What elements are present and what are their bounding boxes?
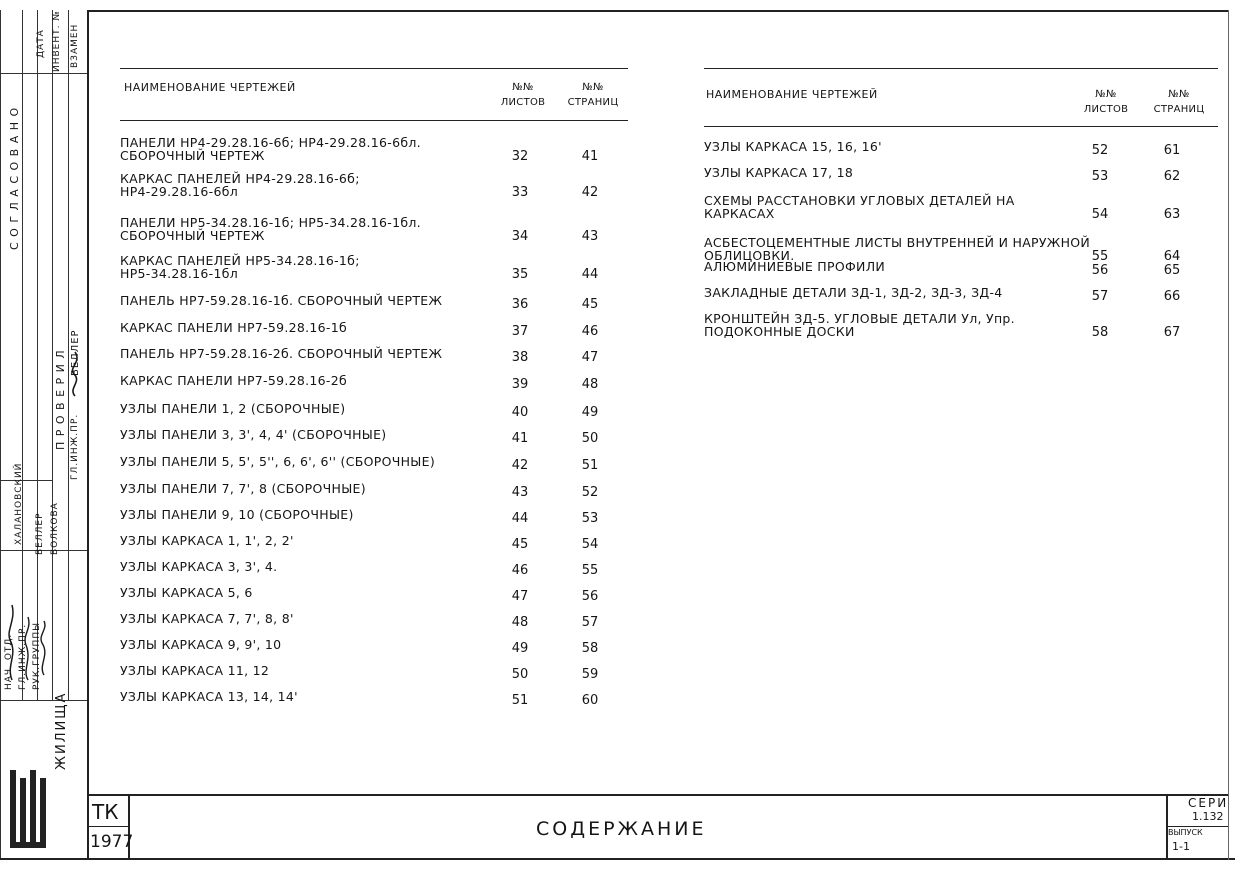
- contents-row: [120, 612, 680, 634]
- contents-row: [120, 690, 680, 712]
- contents-row: [120, 402, 680, 424]
- sheet-number: 33: [511, 185, 529, 200]
- tk-label: ТК: [92, 800, 119, 824]
- right-contents-table: [704, 68, 1218, 368]
- frame-bottom-border: [0, 858, 1235, 860]
- sheet-number: 39: [511, 377, 529, 392]
- left-header-pages: №№ СТРАНИЦ: [567, 82, 619, 108]
- sheet-number: 43: [511, 485, 529, 500]
- drawing-name: [120, 402, 345, 415]
- drawing-name: [120, 216, 421, 242]
- right-header-pages: №№ СТРАНИЦ: [1153, 89, 1205, 115]
- sheet-number: 40: [511, 405, 529, 420]
- page-number: 57: [581, 615, 599, 630]
- drawing-name-line: ПАНЕЛЬ НР7-59.28.16-2б. СБОРОЧНЫЙ ЧЕРТЕЖ: [120, 346, 443, 361]
- contents-row: [120, 374, 680, 396]
- page-number: 66: [1163, 289, 1181, 304]
- page-number: 59: [581, 667, 599, 682]
- sheet-number: 42: [511, 458, 529, 473]
- contents-row: [120, 586, 680, 608]
- title-block: [88, 794, 1228, 858]
- contents-row: [120, 321, 680, 343]
- drawing-name-line: СХЕМЫ РАССТАНОВКИ УГЛОВЫХ ДЕТАЛЕЙ НА: [704, 193, 1015, 208]
- frame-top-border: [88, 10, 1228, 12]
- approval-sidebar: [0, 10, 87, 858]
- left-header-sheets: №№ ЛИСТОВ: [500, 82, 546, 108]
- sheet-number: 52: [1091, 143, 1109, 158]
- drawing-name-line: ПАНЕЛИ НР4-29.28.16-6б; НР4-29.28.16-6бл.: [120, 135, 421, 150]
- sheet-number: 36: [511, 297, 529, 312]
- drawing-name: [120, 136, 421, 162]
- page-number: 54: [581, 537, 599, 552]
- contents-row: [120, 347, 680, 369]
- drawing-name-line: УЗЛЫ КАРКАСА 3, 3', 4.: [120, 559, 278, 574]
- page-number: 67: [1163, 325, 1181, 340]
- page-number: 48: [581, 377, 599, 392]
- page-number: 55: [581, 563, 599, 578]
- right-header-sheets: №№ ЛИСТОВ: [1083, 89, 1129, 115]
- checked-role: ГЛ.ИНЖ.ПР.: [70, 413, 80, 480]
- drawing-name: [120, 428, 386, 441]
- sheet-number: 38: [511, 350, 529, 365]
- sheet-number: 51: [511, 693, 529, 708]
- drawing-name-line: АСБЕСТОЦЕМЕНТНЫЕ ЛИСТЫ ВНУТРЕННЕЙ И НАРУЖНОЙ: [704, 235, 1091, 250]
- contents-row: [120, 664, 680, 686]
- drawing-name: [704, 140, 882, 153]
- drawing-name-line: КАРКАС ПАНЕЛИ НР7-59.28.16-1б: [120, 320, 347, 335]
- drawing-name: [704, 194, 1015, 220]
- right-header-name: НАИМЕНОВАНИЕ ЧЕРТЕЖЕЙ: [706, 88, 878, 101]
- contents-row: [120, 135, 680, 164]
- sheet-number: 41: [511, 431, 529, 446]
- contents-row: [120, 428, 680, 450]
- contents-row: [120, 534, 680, 556]
- sheet-number: 35: [511, 267, 529, 282]
- drawing-name-line: УЗЛЫ КАРКАСА 1, 1', 2, 2': [120, 533, 294, 548]
- drawing-name: [120, 254, 360, 280]
- page-number: 44: [581, 267, 599, 282]
- drawing-name: [120, 347, 442, 360]
- drawing-name-line: УЗЛЫ ПАНЕЛИ 1, 2 (СБОРОЧНЫЕ): [120, 401, 346, 416]
- role-group-head: РУК.ГРУППЫ: [32, 621, 42, 690]
- page-number: 51: [581, 458, 599, 473]
- replaces-cell: ВЗАМЕН: [70, 23, 80, 68]
- sheet-number: 49: [511, 641, 529, 656]
- drawing-name-line: НР5-34.28.16-1бл: [120, 266, 239, 281]
- series-label: СЕРИ: [1188, 796, 1229, 810]
- sheet-number: 45: [511, 537, 529, 552]
- page-number: 47: [581, 350, 599, 365]
- sheet-number: 34: [511, 229, 529, 244]
- drawing-name-line: УЗЛЫ ПАНЕЛИ 3, 3', 4, 4' (СБОРОЧНЫЕ): [120, 427, 387, 442]
- name-veller: ВЕЛЛЕР: [35, 512, 45, 555]
- drawing-name: [120, 534, 294, 547]
- contents-row: [120, 253, 680, 282]
- name-khalanovsky: ХАЛАНОВСКИЙ: [14, 462, 24, 545]
- page-number: 58: [581, 641, 599, 656]
- drawing-name: [120, 374, 347, 387]
- drawing-name: [120, 612, 294, 625]
- page-number: 46: [581, 324, 599, 339]
- drawing-name-line: УЗЛЫ КАРКАСА 7, 7', 8, 8': [120, 611, 294, 626]
- contents-row: [120, 455, 680, 477]
- drawing-name: [120, 638, 281, 651]
- contents-row: [120, 171, 680, 200]
- drawing-name-line: УЗЛЫ ПАНЕЛИ 5, 5', 5'', 6, 6', 6'' (СБОРОЧНЫЕ): [120, 454, 436, 469]
- page-number: 65: [1163, 263, 1181, 278]
- sheet-number: 57: [1091, 289, 1109, 304]
- drawing-name-line: ПОДОКОННЫЕ ДОСКИ: [704, 324, 855, 339]
- contents-row: [704, 260, 1235, 282]
- left-contents-table: [120, 68, 630, 718]
- contents-row: [704, 140, 1235, 162]
- checked-signature: [66, 348, 84, 398]
- drawing-name-line: УЗЛЫ ПАНЕЛИ 7, 7', 8 (СБОРОЧНЫЕ): [120, 481, 366, 496]
- contents-row: [704, 166, 1235, 188]
- contents-row: [120, 638, 680, 660]
- drawing-name-line: ПАНЕЛЬ НР7-59.28.16-1б. СБОРОЧНЫЙ ЧЕРТЕЖ: [120, 293, 443, 308]
- contents-row: [120, 215, 680, 244]
- issue-label: ВЫПУСК: [1168, 828, 1203, 837]
- agreed-label: С О Г Л А С О В А Н О: [8, 106, 21, 250]
- contents-row: [704, 235, 1235, 264]
- sheet-number: 50: [511, 667, 529, 682]
- page-number: 41: [581, 149, 599, 164]
- drawing-name-line: КАРКАС ПАНЕЛЕЙ НР4-29.28.16-6б;: [120, 171, 360, 186]
- drawing-name-line: НР4-29.28.16-6бл: [120, 184, 239, 199]
- sheet-number: 47: [511, 589, 529, 604]
- issue-value: 1-1: [1172, 840, 1190, 853]
- drawing-name-line: КАРКАС ПАНЕЛЕЙ НР5-34.28.16-1б;: [120, 253, 360, 268]
- page-number: 43: [581, 229, 599, 244]
- drawing-name: [120, 508, 354, 521]
- drawing-name: [120, 690, 298, 703]
- drawing-name: [120, 294, 442, 307]
- page-number: 64: [1163, 249, 1181, 264]
- left-header-name: НАИМЕНОВАНИЕ ЧЕРТЕЖЕЙ: [124, 81, 296, 94]
- page-number: 62: [1163, 169, 1181, 184]
- drawing-name: [120, 560, 277, 573]
- sheet-number: 53: [1091, 169, 1109, 184]
- drawing-name-line: УЗЛЫ ПАНЕЛИ 9, 10 (СБОРОЧНЫЕ): [120, 507, 354, 522]
- sheet-number: 58: [1091, 325, 1109, 340]
- signatures: [4, 585, 54, 685]
- org-name: ЖИЛИЩА: [54, 691, 69, 770]
- sheet-title: СОДЕРЖАНИЕ: [536, 818, 707, 840]
- drawing-name-line: ОБЛИЦОВКИ.: [704, 248, 795, 263]
- drawing-name: [704, 312, 1015, 338]
- role-chief-engineer: ГЛ.ИНЖ.ПР.: [18, 623, 28, 690]
- drawing-name-line: КРОНШТЕЙН ЗД-5. УГЛОВЫЕ ДЕТАЛИ Ул, Упр.: [704, 311, 1015, 326]
- drawing-name-line: УЗЛЫ КАРКАСА 15, 16, 16': [704, 139, 882, 154]
- drawing-name-line: ПАНЕЛИ НР5-34.28.16-1б; НР5-34.28.16-1бл.: [120, 215, 421, 230]
- contents-row: [704, 193, 1235, 222]
- page-number: 63: [1163, 207, 1181, 222]
- sheet-number: 46: [511, 563, 529, 578]
- drawing-name-line: УЗЛЫ КАРКАСА 13, 14, 14': [120, 689, 298, 704]
- drawing-name: [120, 664, 269, 677]
- drawing-name: [120, 172, 360, 198]
- contents-row: [120, 508, 680, 530]
- inventory-cell: ИНВЕНТ. №: [52, 10, 62, 72]
- drawing-name: [704, 260, 885, 273]
- sheet-number: 37: [511, 324, 529, 339]
- drawing-name-line: УЗЛЫ КАРКАСА 9, 9', 10: [120, 637, 282, 652]
- checked-name: ВЕЛЛЕР: [70, 329, 81, 376]
- drawing-name: [704, 286, 1003, 299]
- drawing-name-line: КАРКАСАХ: [704, 206, 775, 221]
- page-number: 60: [581, 693, 599, 708]
- drawing-name: [120, 586, 253, 599]
- page-number: 56: [581, 589, 599, 604]
- contents-row: [704, 286, 1235, 308]
- page-number: 49: [581, 405, 599, 420]
- contents-row: [120, 294, 680, 316]
- sheet-number: 56: [1091, 263, 1109, 278]
- contents-row: [704, 311, 1235, 340]
- sheet-number: 55: [1091, 249, 1109, 264]
- drawing-name-line: ЗАКЛАДНЫЕ ДЕТАЛИ ЗД-1, ЗД-2, ЗД-3, ЗД-4: [704, 285, 1003, 300]
- date-cell: ДАТА: [36, 29, 46, 58]
- page-number: 53: [581, 511, 599, 526]
- drawing-name: [120, 321, 347, 334]
- page-number: 50: [581, 431, 599, 446]
- year-label: 1977: [90, 832, 134, 852]
- contents-row: [120, 560, 680, 582]
- checked-label: П Р О В Е Р И Л: [54, 349, 67, 450]
- drawing-name-line: УЗЛЫ КАРКАСА 17, 18: [704, 165, 854, 180]
- drawing-name-line: СБОРОЧНЫЙ ЧЕРТЕЖ: [120, 148, 265, 163]
- frame-right-border: [1228, 10, 1229, 860]
- name-volkova: ВОЛКОВА: [50, 502, 60, 555]
- role-head-dept: НАЧ. ОТД.: [4, 633, 14, 690]
- logo-icon: [10, 770, 50, 848]
- sheet-number: 54: [1091, 207, 1109, 222]
- page-number: 61: [1163, 143, 1181, 158]
- drawing-name-line: АЛЮМИНИЕВЫЕ ПРОФИЛИ: [704, 259, 886, 274]
- drawing-name-line: КАРКАС ПАНЕЛИ НР7-59.28.16-2б: [120, 373, 347, 388]
- drawing-name-line: СБОРОЧНЫЙ ЧЕРТЕЖ: [120, 228, 265, 243]
- drawing-name-line: УЗЛЫ КАРКАСА 11, 12: [120, 663, 270, 678]
- drawing-name-line: УЗЛЫ КАРКАСА 5, 6: [120, 585, 253, 600]
- page-number: 45: [581, 297, 599, 312]
- sheet-number: 48: [511, 615, 529, 630]
- drawing-name: [704, 166, 853, 179]
- frame-left-border: [87, 10, 89, 860]
- series-value: 1.132: [1192, 810, 1224, 823]
- page-number: 52: [581, 485, 599, 500]
- page-number: 42: [581, 185, 599, 200]
- drawing-name: [120, 455, 435, 468]
- drawing-name: [120, 482, 366, 495]
- sheet-number: 44: [511, 511, 529, 526]
- sheet-number: 32: [511, 149, 529, 164]
- contents-row: [120, 482, 680, 504]
